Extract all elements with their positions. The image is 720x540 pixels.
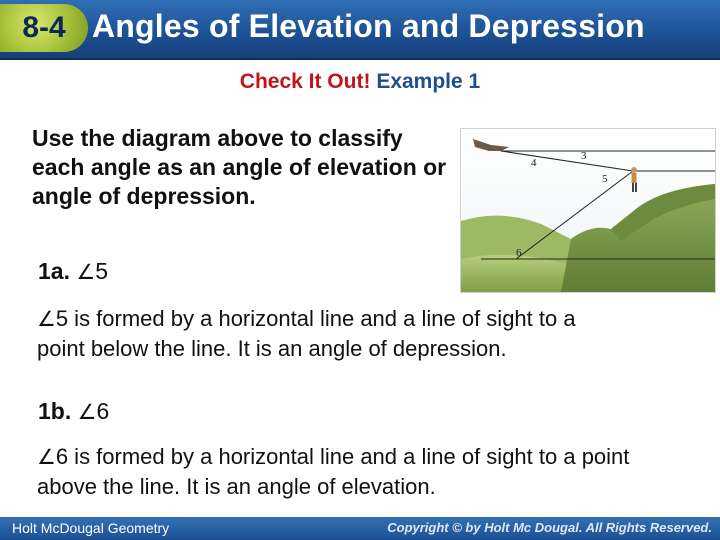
answer-1b (37, 442, 687, 501)
angle-symbol: ∠ (76, 260, 96, 284)
question-number: 1a. (38, 258, 70, 284)
question-angle: 5 (95, 258, 108, 284)
angle-symbol: ∠ (37, 307, 56, 331)
question-number: 1b. (38, 398, 72, 424)
copyright-notice: Copyright © by Holt Mc Dougal. All Rights Reserved. (387, 520, 712, 535)
lesson-title: Angles of Elevation and Depression (92, 8, 645, 44)
angle-symbol: ∠ (37, 445, 56, 469)
angle-label-3: 3 (581, 150, 587, 162)
diagram-illustration (461, 129, 715, 292)
angle-symbol: ∠ (77, 400, 97, 424)
lesson-number: 8-4 (22, 11, 66, 44)
elevation-depression-diagram (460, 128, 716, 293)
angle-label-4: 4 (531, 157, 537, 169)
lesson-number-badge (0, 4, 88, 52)
example-label: Example 1 (376, 70, 481, 93)
answer-text: 5 is formed by a horizontal line and a line of sight to a point below the line. It is an angle of depression. (37, 306, 576, 361)
publisher-label: Holt McDougal Geometry (12, 520, 170, 536)
question-1b (38, 398, 109, 425)
answer-text: 6 is formed by a horizontal line and a line of sight to a point above the line. It is an angle of elevation. (37, 444, 630, 499)
angle-label-6: 6 (516, 247, 522, 259)
answer-1a (37, 304, 627, 363)
slide-footer (0, 517, 720, 540)
question-1a (38, 258, 108, 285)
angle-label-5: 5 (602, 173, 608, 185)
check-it-out-label: Check It Out! (239, 70, 371, 93)
slide-header (0, 0, 720, 60)
question-angle: 6 (96, 398, 110, 424)
instructions-text: Use the diagram above to classify each angle as an angle of elevation or angle of depression. (32, 125, 447, 209)
example-subtitle (0, 70, 720, 94)
